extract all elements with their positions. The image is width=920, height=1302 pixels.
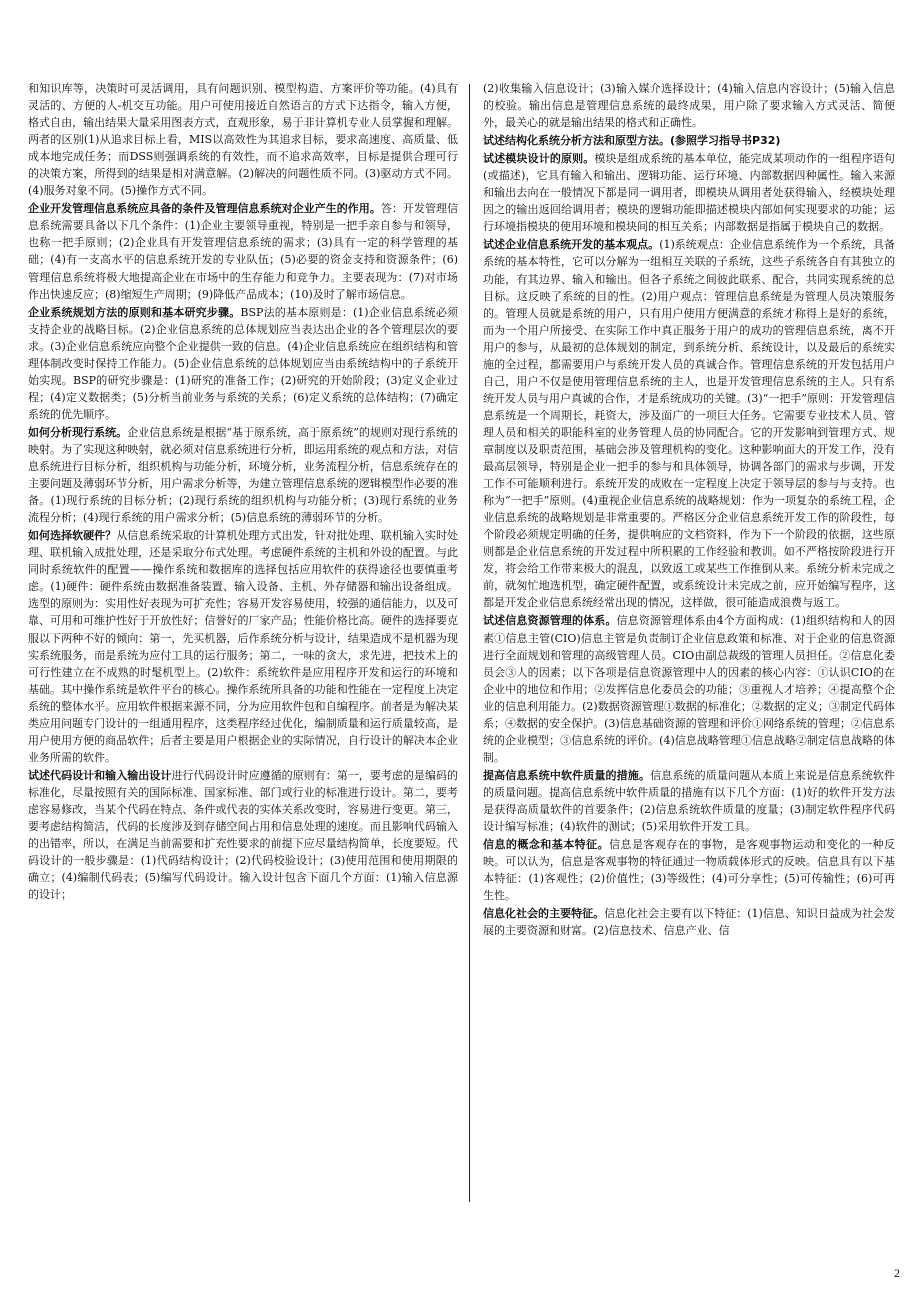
paragraph-text: (2)收集输入信息设计；(3)输入媒介选择设计；(4)输入信息内容设计；(5)输入信息的校验。输出信息是管理信息系统的最终成果，用户除了要求输入方式灵活、简便外，最关心的就是输出结果的格式和正确性。: [483, 82, 895, 130]
paragraph-heading: 提高信息系统中软件质量的措施。: [483, 768, 651, 782]
paragraph-heading: 企业开发管理信息系统应具备的条件及管理信息系统对企业产生的作用。: [28, 202, 381, 216]
paragraph-text: 信息资源管理体系由4个方面构成：(1)组织结构和人的因素①信息主管(CIO)信息主管是负责制订企业信息政策和标准、对于企业的信息资源进行全面规划和管理的高级管理人员。CIO由副总裁级的管理人员担任。②信息化委员会③人的因素；以下各项是信息资源管理中人的因素的核心内容：①认识CIO的在企业中的地位和作用；②发挥信息化委员会的功能；③重视人才培养；④提高整个企业的信息利用能力。(2)数据资源管理①数据的标准化；②数据的定义；③制定代码体系；④数据的安全保护。(3)信息基础资源的管理和评价①网络系统的管理；②信息系统的企业模型；③信息系统的评价。(4)信息战略管理①信息战略②制定信息战略的体制。: [483, 614, 895, 764]
paragraph-text: 模块是组成系统的基本单位，能完成某项动作的一组程序语句(或描述)，它具有输入和输出、逻辑功能、运行环境、内部数据四种属性。输入来源和输出去向在一般情况下都是同一调用者，即模块从调用者处获得输入，经模块处理因之的输出返回给调用者；模块的逻辑功能即描述模块内部如何实现要求的功能；运行环境指模块的使用环境和模块间的相互关系；内部数据是指属于模块自己的数据。: [483, 152, 895, 234]
paragraph-text: 进行代码设计时应遵循的原则有：第一，要考虑的是编码的标准化，尽量按照有关的国际标准、国家标准、部门或行业的标准进行设计。第二，要考虑容易修改，当某个代码在特点、条件或代表的实体关系改变时，容易进行变更。第三，要考虑结构简洁，代码的长度涉及到存储空间占用和信息处理的速度。而且影响代码输入的出错率，所以，在满足当前需要和扩充性要求的前提下应尽量结构简单，长度要短。代码设计的一般步骤是：(1)代码结构设计；(2)代码校验设计；(3)使用范围和使用期限的确立；(4)编制代码表；(5)编写代码设计。输入设计包含下面几个方面：(1)输入信息源的设计；: [28, 768, 458, 902]
paragraph: [483, 836, 895, 904]
paragraph: [28, 304, 458, 423]
paragraph: [28, 527, 458, 766]
left-column: [28, 80, 458, 1210]
paragraph-heading: 试述代码设计和输入输出设计: [28, 768, 172, 782]
page-number: 2: [894, 1266, 900, 1280]
right-column: [483, 80, 895, 1210]
paragraph-heading: 试述结构化系统分析方法和原型方法。(参照学习指导书P32): [483, 134, 781, 148]
column-divider: [469, 84, 470, 1202]
paragraph: [28, 80, 458, 199]
paragraph: [28, 424, 458, 526]
paragraph: [483, 767, 895, 835]
paragraph: [483, 80, 895, 131]
paragraph-text: BSP法的基本原则是：(1)企业信息系统必须支持企业的战略目标。(2)企业信息系统的总体规划应当表达出企业的各个管理层次的要求。(3)企业信息系统应向整个企业提供一致的信息。(4)企业信息系统应在组织结构和管理体制改变时保持工作能力。(5)企业信息系统的总体规划应当由系统结构中的子系统开始实现。BSP的研究步骤是：(1)研究的准备工作；(2)研究的开始阶段；(3)定义企业过程；(4)定义数据类；(5)分析当前业务与系统的关系；(6)定义系统的总体结构；(7)确定系统的优先顺序。: [28, 305, 458, 421]
paragraph-text: (1)系统观点：企业信息系统作为一个系统，具备系统的基本特性，它可以分解为一组相互关联的子系统，这些子系统各自有其独立的功能，有其边界、输入和输出。但各子系统之间彼此联系、配合，共同实现系统的总目标。这反映了系统的目的性。(2)用户观点：管理信息系统是为管理人员决策服务的。管理人员就是系统的用户，只有用户使用方便满意的系统才称得上是好的系统，而为一个用户所接受、在实际工作中真正服务于用户的成功的管理信息系统，离不开用户的参与，从最初的总体规划的制定，到系统分析、系统设计，以及最后的系统实施的全过程，都需要用户与系统开发人员的真诚合作。管理信息系统的开发包括用户自己，用户不仅是使用管理信息系统的主人，也是开发管理信息系统的主人。只有系统开发人员与用户真诚的合作，才是系统成功的关键。(3)“一把手”原则：开发管理信息系统是一个周期长，耗资大，涉及面广的一项巨大任务。它需要专业技术人员、管理人员和相关的职能科室的业务管理人员的协同配合。它的开发影响到管理方式、规章制度以及职责范围，基础会涉及管理机构的变化。这种影响面大的开发工作，没有最高层领导，特别是企业一把手的参与和具体领导，协调各部门的需求与步调，开发工作不可能顺利进行。系统开发的成败在一定程度上决定于领导层的参与与支持。也称为“一把手”原则。(4)重视企业信息系统的战略规划：作为一项复杂的系统工程，企业信息系统的战略规划是非常重要的。严格区分企业信息系统开发工作的阶段性，每个阶段必须规定明确的任务，提供响应的文档资料，作为下一个阶段的依据，这些原则都是企业信息系统的开发过程中所积累的工作经验和教训。如不严格按阶段进行开发，将会给工作带来极大的混乱，以致返工或某些工作推倒从来。系统分析未完成之前，就匆忙地选机型，确定硬件配置，或系统设计未完成之前，应开始编写程序，这都是开发企业信息系统经常出现的情况，这样做，很可能造成浪费与返工。: [483, 238, 895, 610]
paragraph-text: 答：开发管理信息系统需要具备以下几个条件：(1)企业主要领导重视，特别是一把手亲自参与和领导，也称一把手原则；(2)企业具有开发管理信息系统的需求；(3)具有一定的科学管理的基础；(4)有一支高水平的信息系统开发的专业队伍；(5)必要的资金支持和资源条件；(6)管理信息系统将极大地提高企业在市场中的生存能力和竞争力。主要表现为：(7)对市场作出快速反应；(8)缩短生产周期；(9)降低产品成本；(10)及时了解市场信息。: [28, 202, 458, 301]
paragraph: [483, 612, 895, 765]
paragraph-text: 从信息系统采取的计算机处理方式出发，针对批处理、联机输入实时处理、联机输入成批处理，还是采取分布式处理。考虑硬件系统的主机和外设的配置。与此同时系统软件的配置——操作系统和数据库的选择包括应用软件的获得途径也要慎重考虑。(1)硬件：硬件系统由数据准备装置、输入设备、主机、外存储器和输出设备组成。选型的原则为：实用性好表现为可扩充性；容易开发容易使用，较强的通信能力，以及可靠、可用和可维护性好于开放性好；信誉好的厂家产品；性能价格比高。硬件的选择要克服以下两种不好的倾向：第一，先买机器，后作系统分析与设计，结果造成不是机器为现实系统服务，而是系统为应付工具的运行服务；第二，一味的贪大，求先进，把技术上的可行性建立在不成熟的时髦机型上。(2)软件：系统软件是应用程序开发和运行的环境和基础。其中操作系统是软件平台的核心。操作系统所具备的功能和性能在一定程度上决定系统的整体水平。应用软件根据来源不同，分为应用软件包和自编程序。前者是为解决某类应用问题专门设计的一组通用程序，这类程序经过优化，编制质量和运行质量较高，是用户使用方便的商品软件；后者主要是用户根据企业的实际情况，自行设计的解决本企业业务所需的软件。: [28, 529, 458, 764]
paragraph: [28, 767, 458, 903]
paragraph: [483, 132, 895, 149]
paragraph-heading: 如何选择软硬件？: [28, 529, 117, 543]
paragraph-heading: 试述信息资源管理的体系。: [483, 614, 617, 628]
paragraph-text: 信息是客观存在的事物，是客观事物运动和变化的一种反映。可以认为，信息是客观事物的特征通过一物质载体形式的反映。信息具有以下基本特征：(1)客观性；(2)价值性；(3)等级性；(4)可分享性；(5)可传输性；(6)可再生性。: [483, 838, 895, 903]
paragraph: [483, 905, 895, 939]
paragraph-heading: 试述企业信息系统开发的基本观点。: [483, 238, 660, 252]
paragraph: [483, 236, 895, 611]
paragraph-text: 和知识库等，决策时可灵活调用，具有问题识别、模型构造、方案评价等功能。(4)具有灵活的、方便的人-机交互功能。用户可使用接近自然语言的方式下达指令，输入方便，格式自由，输出结果大量采用图表方式，直观形象，易于非计算机专业人员掌握和理解。两者的区别(1)从追求目标上看，MIS以高效性为其追求目标，要求高速度、高质量、低成本地完成任务；而DSS则强调系统的有效性，而不追求高效率，目标是提供合理可行的决策方案，所得到的结果是相对满意解。(2)解决的问题性质不同。(3)驱动方式不同。(4)服务对象不同。(5)操作方式不同。: [28, 82, 458, 198]
paragraph-heading: 试述模块设计的原则。: [483, 152, 595, 166]
paragraph-heading: 如何分析现行系统。: [28, 425, 128, 439]
paragraph-text: 信息化社会主要有以下特征：(1)信息、知识日益成为社会发展的主要资源和财富。(2)信息技术、信息产业、信: [483, 907, 895, 938]
paragraph: [28, 200, 458, 302]
paragraph-text: 信息系统的质量问题从本质上来说是信息系统软件的质量问题。提高信息系统中软件质量的措施有以下几个方面：(1)好的软件开发方法是获得高质量软件的首要条件；(2)信息系统软件质量的度量；(3)制定软件程序代码设计编写标准；(4)软件的测试；(5)采用软件开发工具。: [483, 768, 895, 834]
paragraph-heading: 信息的概念和基本特征。: [483, 838, 610, 852]
paragraph-heading: 信息化社会的主要特征。: [483, 907, 605, 921]
paragraph: [483, 150, 895, 235]
paragraph-heading: 企业系统规划方法的原则和基本研究步骤。: [28, 305, 241, 319]
paragraph-text: 企业信息系统是根据“基于原系统，高于原系统”的规则对现行系统的映射。为了实现这种映射，就必须对信息系统进行分析，即运用系统的观点和方法，对信息系统进行目标分析，组织机构与功能分析，环境分析，业务流程分析，信息系统存在的主要问题及薄弱环节分析，用户需求分析等，为建立管理信息系统的逻辑模型作必要的准备。(1)现行系统的目标分析；(2)现行系统的组织机构与功能分析；(3)现行系统的业务流程分析；(4)现行系统的用户需求分析；(5)信息系统的薄弱环节的分析。: [28, 425, 458, 525]
